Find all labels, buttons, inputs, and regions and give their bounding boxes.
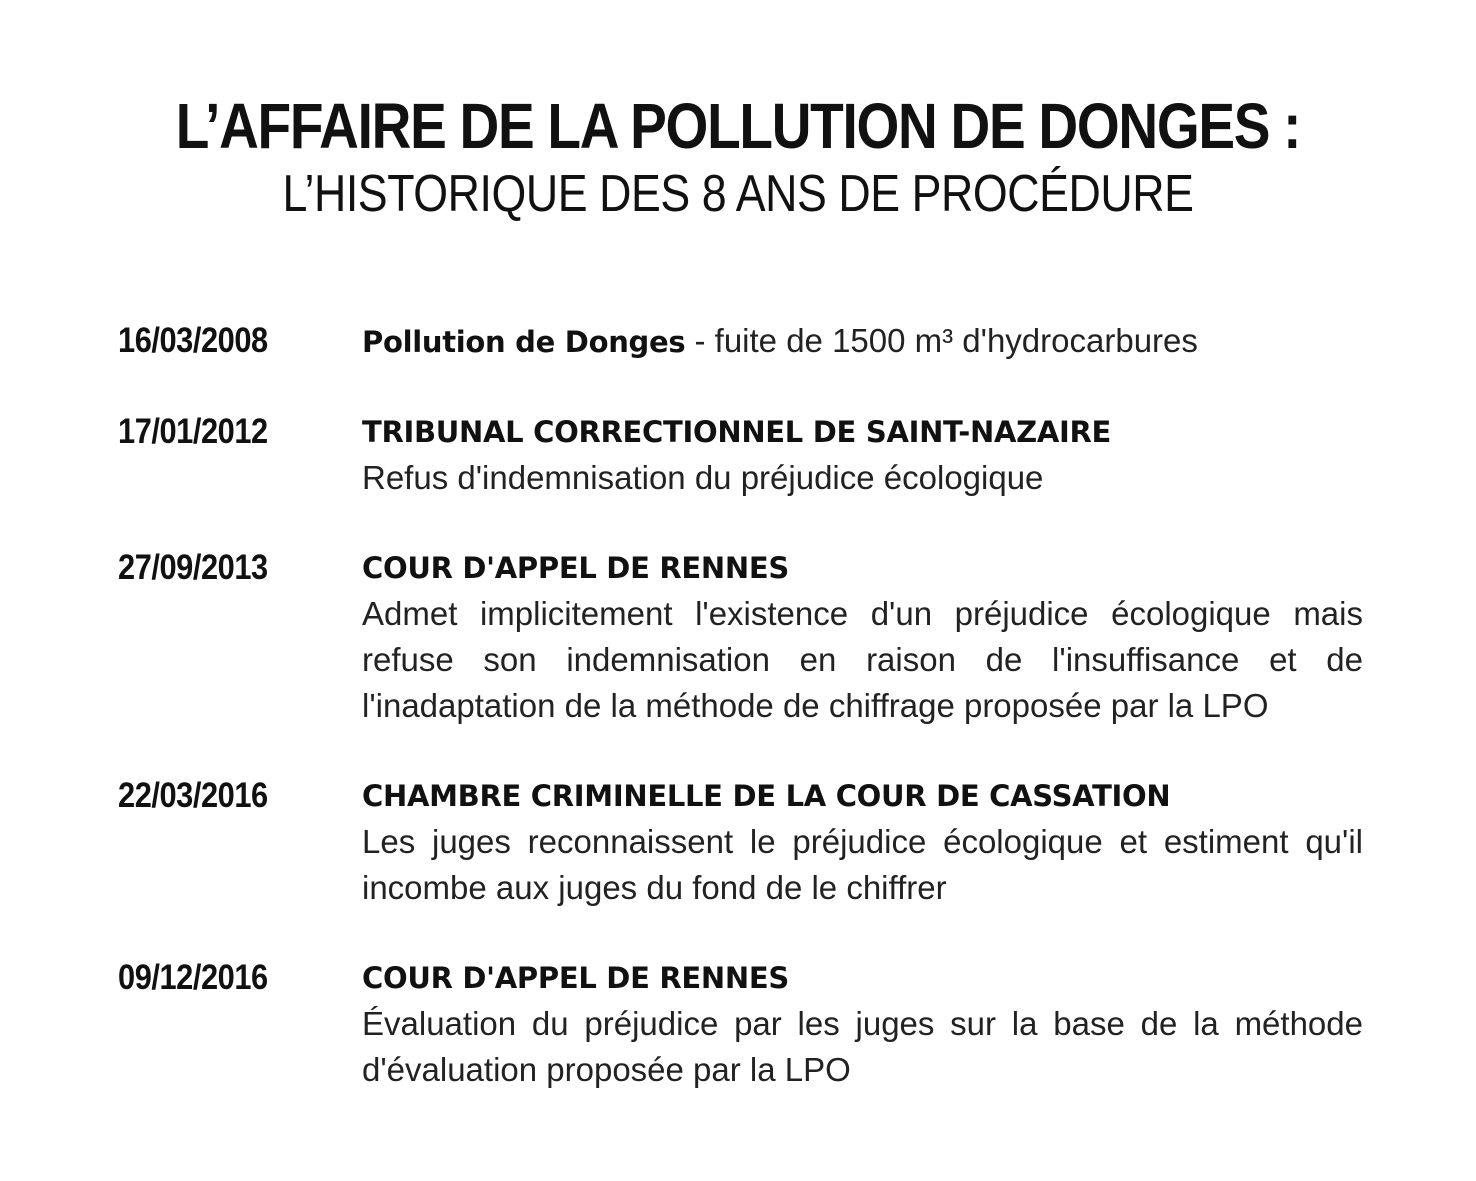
entry-date: 09/12/2016 <box>118 958 268 997</box>
entry-content <box>362 955 1363 1093</box>
entry-heading: Pollution de Donges <box>362 325 686 359</box>
entry-content <box>362 773 1363 911</box>
entry-heading: COUR D'APPEL DE RENNES <box>362 551 789 585</box>
timeline-entry <box>118 318 1363 365</box>
entry-date: 22/03/2016 <box>118 776 268 815</box>
entry-description: - fuite de 1500 m³ d'hydrocarbures <box>685 322 1198 359</box>
page-header <box>0 88 1476 224</box>
page-title: L’AFFAIRE DE LA POLLUTION DE DONGES : <box>175 90 1301 162</box>
entry-description: Admet implicitement l'existence d'un préjudice écologique mais refuse son indemnisation en raison de l'insuffisance et de l'inadaptation de la méthode de chiffrage proposée par la LPO <box>362 595 1363 724</box>
entry-heading: COUR D'APPEL DE RENNES <box>362 961 789 995</box>
timeline <box>118 318 1363 1093</box>
entry-description: Les juges reconnaissent le préjudice écologique et estiment qu'il incombe aux juges du fond de le chiffrer <box>362 823 1363 906</box>
timeline-entry <box>118 773 1363 911</box>
entry-inline-row <box>362 318 1363 365</box>
entry-date: 17/01/2012 <box>118 412 268 451</box>
entry-content <box>362 409 1363 501</box>
entry-date: 27/09/2013 <box>118 548 268 587</box>
entry-content <box>362 545 1363 729</box>
timeline-entry <box>118 545 1363 729</box>
entry-description: Refus d'indemnisation du préjudice écologique <box>362 459 1044 496</box>
timeline-entry <box>118 409 1363 501</box>
entry-heading: TRIBUNAL CORRECTIONNEL DE SAINT-NAZAIRE <box>362 415 1112 449</box>
entry-content <box>362 318 1363 365</box>
entry-description: Évaluation du préjudice par les juges sur la base de la méthode d'évaluation proposée par la LPO <box>362 1005 1363 1088</box>
entry-heading: CHAMBRE CRIMINELLE DE LA COUR DE CASSATION <box>362 779 1171 813</box>
page-subtitle: L’HISTORIQUE DES 8 ANS DE PROCÉDURE <box>282 165 1194 223</box>
entry-date: 16/03/2008 <box>118 321 268 360</box>
timeline-entry <box>118 955 1363 1093</box>
